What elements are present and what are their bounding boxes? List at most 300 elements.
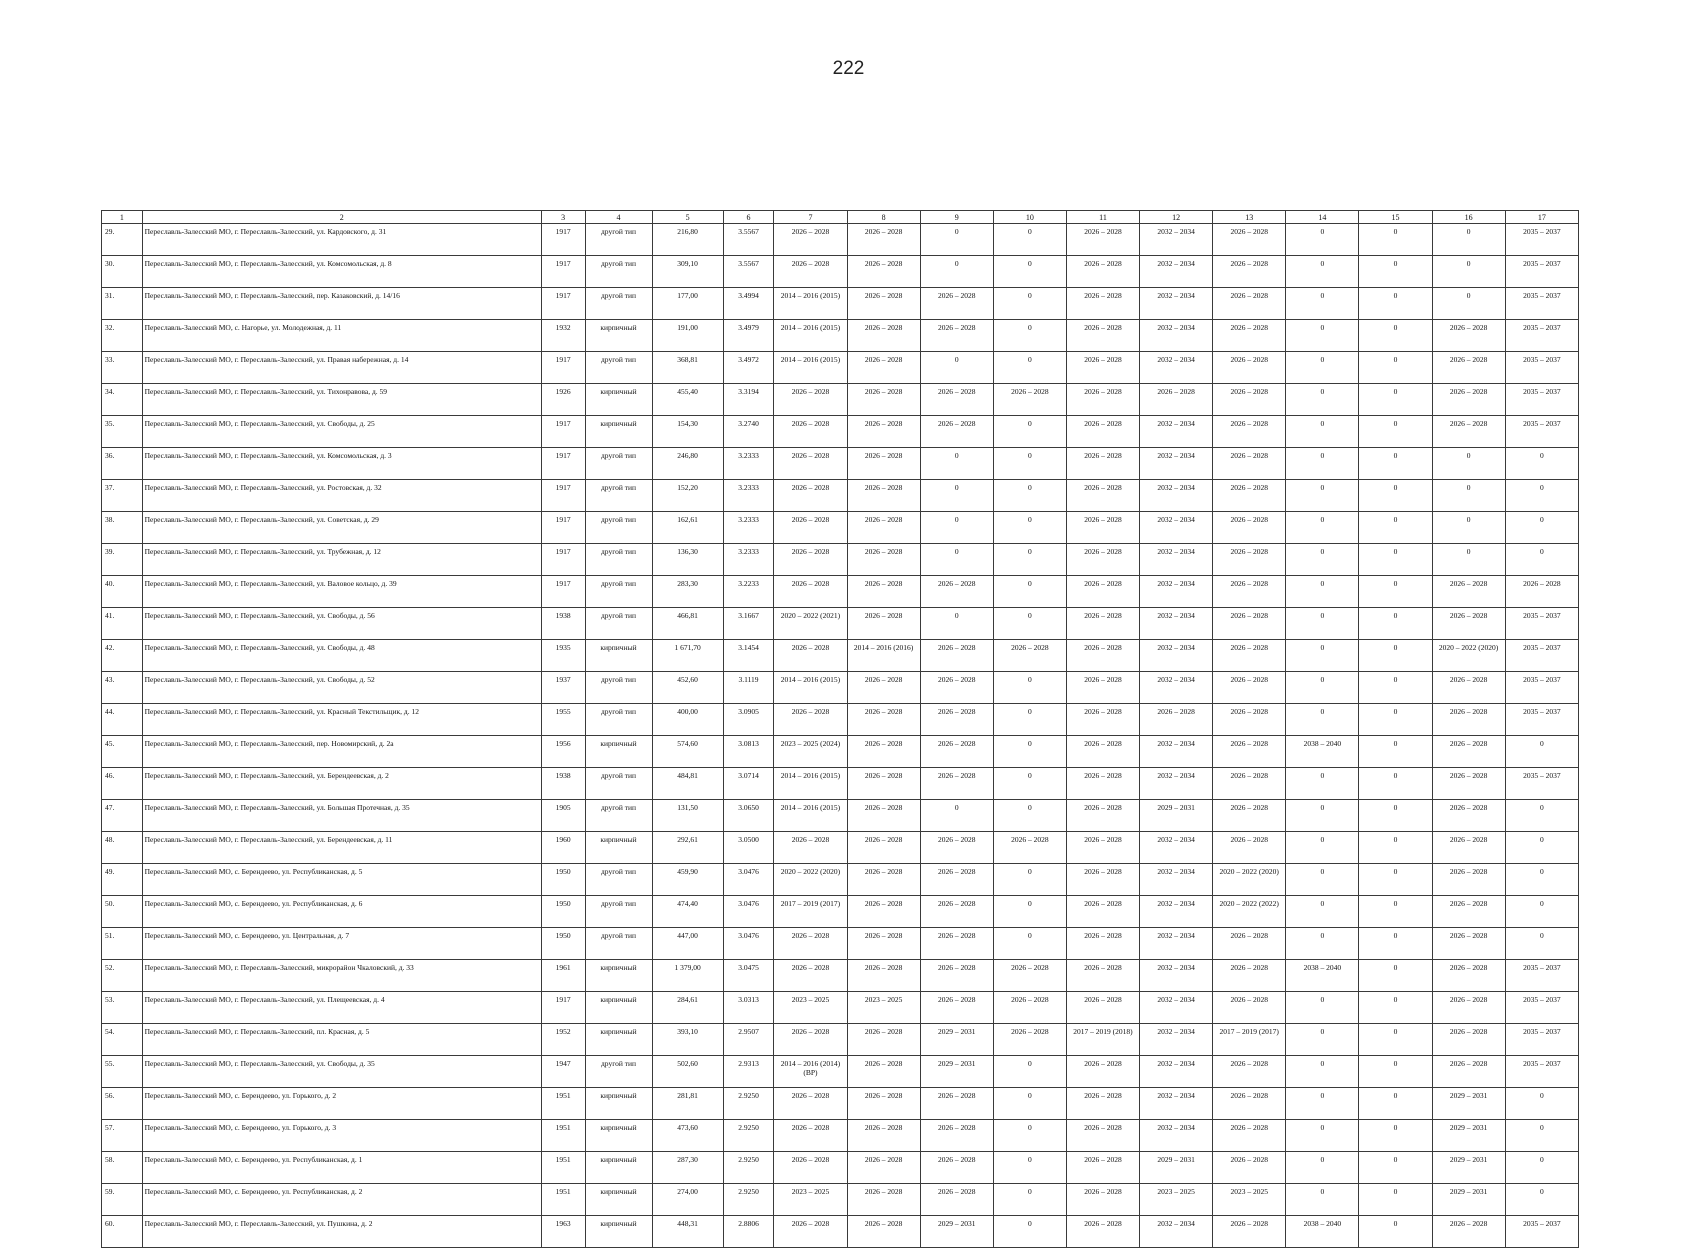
table-cell-col-5: 474,40: [652, 896, 723, 928]
table-cell-col-1: 59.: [102, 1184, 143, 1216]
table-row: [102, 736, 1579, 768]
table-cell-col-7: 2026 – 2028: [774, 1152, 847, 1184]
table-cell-col-3: 1935: [541, 640, 585, 672]
table-cell-col-6: 3.5567: [723, 256, 774, 288]
table-cell-col-11: 2026 – 2028: [1066, 768, 1139, 800]
table-cell-col-4: кирпичный: [585, 1216, 652, 1248]
table-row: [102, 768, 1579, 800]
table-cell-col-16: 2026 – 2028: [1432, 1056, 1505, 1088]
table-cell-col-5: 287,30: [652, 1152, 723, 1184]
table-row: [102, 800, 1579, 832]
table-cell-col-16: 2029 – 2031: [1432, 1184, 1505, 1216]
table-cell-col-7: 2014 – 2016 (2015): [774, 352, 847, 384]
table-cell-col-12: 2032 – 2034: [1140, 1088, 1213, 1120]
table-cell-col-17: 2035 – 2037: [1505, 352, 1578, 384]
table-cell-col-15: 0: [1359, 704, 1432, 736]
table-cell-col-2: Переславль-Залесский МО, г. Переславль-Залесский, ул. Комсомольская, д. 3: [142, 448, 541, 480]
table-cell-col-9: 2026 – 2028: [920, 1088, 993, 1120]
table-cell-col-17: 0: [1505, 512, 1578, 544]
table-cell-col-14: 0: [1286, 864, 1359, 896]
table-cell-col-5: 502,60: [652, 1056, 723, 1088]
table-cell-col-8: 2026 – 2028: [847, 960, 920, 992]
table-cell-col-17: 2035 – 2037: [1505, 640, 1578, 672]
table-cell-col-11: 2026 – 2028: [1066, 1216, 1139, 1248]
table-cell-col-6: 2.9250: [723, 1088, 774, 1120]
table-cell-col-2: Переславль-Залесский МО, г. Переславль-Залесский, ул. Свободы, д. 52: [142, 672, 541, 704]
table-cell-col-10: 0: [993, 1088, 1066, 1120]
table-cell-col-2: Переславль-Залесский МО, г. Переславль-Залесский, пер. Новомирский, д. 2а: [142, 736, 541, 768]
table-cell-col-12: 2032 – 2034: [1140, 864, 1213, 896]
table-cell-col-15: 0: [1359, 960, 1432, 992]
table-cell-col-17: 2035 – 2037: [1505, 768, 1578, 800]
table-cell-col-17: 2026 – 2028: [1505, 576, 1578, 608]
table-row: [102, 448, 1579, 480]
table-cell-col-14: 0: [1286, 704, 1359, 736]
table-cell-col-15: 0: [1359, 224, 1432, 256]
table-cell-col-3: 1955: [541, 704, 585, 736]
table-cell-col-13: 2026 – 2028: [1213, 224, 1286, 256]
column-header-7: 7: [774, 211, 847, 224]
table-cell-col-1: 34.: [102, 384, 143, 416]
table-cell-col-8: 2026 – 2028: [847, 864, 920, 896]
table-cell-col-7: 2014 – 2016 (2015): [774, 672, 847, 704]
table-cell-col-15: 0: [1359, 480, 1432, 512]
table-row: [102, 896, 1579, 928]
table-cell-col-5: 281,81: [652, 1088, 723, 1120]
table-cell-col-12: 2029 – 2031: [1140, 1152, 1213, 1184]
table-cell-col-13: 2026 – 2028: [1213, 1056, 1286, 1088]
table-cell-col-11: 2026 – 2028: [1066, 544, 1139, 576]
table-cell-col-10: 0: [993, 288, 1066, 320]
table-cell-col-3: 1937: [541, 672, 585, 704]
table-cell-col-16: 0: [1432, 480, 1505, 512]
table-cell-col-4: другой тип: [585, 896, 652, 928]
table-cell-col-8: 2026 – 2028: [847, 352, 920, 384]
table-cell-col-17: 0: [1505, 544, 1578, 576]
table-cell-col-2: Переславль-Залесский МО, г. Переславль-Залесский, ул. Валовое кольцо, д. 39: [142, 576, 541, 608]
table-cell-col-17: 2035 – 2037: [1505, 1056, 1578, 1088]
table-row: [102, 960, 1579, 992]
table-cell-col-12: 2032 – 2034: [1140, 608, 1213, 640]
table-cell-col-1: 30.: [102, 256, 143, 288]
table-cell-col-6: 3.4972: [723, 352, 774, 384]
table-cell-col-13: 2026 – 2028: [1213, 544, 1286, 576]
table-cell-col-5: 131,50: [652, 800, 723, 832]
table-cell-col-7: 2017 – 2019 (2017): [774, 896, 847, 928]
table-cell-col-5: 1 379,00: [652, 960, 723, 992]
table-cell-col-12: 2032 – 2034: [1140, 256, 1213, 288]
table-cell-col-7: 2026 – 2028: [774, 416, 847, 448]
table-cell-col-5: 473,60: [652, 1120, 723, 1152]
table-body: [102, 224, 1579, 1248]
table-cell-col-5: 447,00: [652, 928, 723, 960]
table-cell-col-1: 39.: [102, 544, 143, 576]
table-cell-col-5: 284,61: [652, 992, 723, 1024]
table-cell-col-17: 2035 – 2037: [1505, 224, 1578, 256]
table-cell-col-4: кирпичный: [585, 1184, 652, 1216]
table-cell-col-1: 55.: [102, 1056, 143, 1088]
table-header-row: [102, 211, 1579, 224]
table-cell-col-7: 2026 – 2028: [774, 448, 847, 480]
table-cell-col-8: 2026 – 2028: [847, 768, 920, 800]
table-cell-col-10: 0: [993, 576, 1066, 608]
table-cell-col-2: Переславль-Залесский МО, г. Переславль-Залесский, ул. Свободы, д. 25: [142, 416, 541, 448]
table-cell-col-6: 2.9507: [723, 1024, 774, 1056]
table-cell-col-4: другой тип: [585, 864, 652, 896]
column-header-3: 3: [541, 211, 585, 224]
table-cell-col-7: 2023 – 2025: [774, 992, 847, 1024]
table-cell-col-6: 3.0476: [723, 864, 774, 896]
table-cell-col-5: 216,80: [652, 224, 723, 256]
table-cell-col-7: 2026 – 2028: [774, 1120, 847, 1152]
table-cell-col-1: 50.: [102, 896, 143, 928]
table-cell-col-4: кирпичный: [585, 416, 652, 448]
table-cell-col-4: другой тип: [585, 704, 652, 736]
table-cell-col-7: 2023 – 2025: [774, 1184, 847, 1216]
table-cell-col-4: другой тип: [585, 224, 652, 256]
column-header-10: 10: [993, 211, 1066, 224]
table-cell-col-15: 0: [1359, 320, 1432, 352]
table-cell-col-10: 0: [993, 800, 1066, 832]
table-cell-col-16: 2029 – 2031: [1432, 1120, 1505, 1152]
table-cell-col-6: 3.1667: [723, 608, 774, 640]
table-cell-col-6: 3.0313: [723, 992, 774, 1024]
table-cell-col-10: 0: [993, 1120, 1066, 1152]
table-cell-col-5: 154,30: [652, 416, 723, 448]
table-cell-col-12: 2032 – 2034: [1140, 672, 1213, 704]
table-cell-col-16: 0: [1432, 544, 1505, 576]
column-header-11: 11: [1066, 211, 1139, 224]
table-cell-col-6: 3.0476: [723, 896, 774, 928]
table-cell-col-8: 2026 – 2028: [847, 1088, 920, 1120]
table-row: [102, 288, 1579, 320]
column-header-12: 12: [1140, 211, 1213, 224]
table-cell-col-4: другой тип: [585, 576, 652, 608]
table-cell-col-17: 2035 – 2037: [1505, 704, 1578, 736]
housing-register-table: [101, 210, 1579, 1248]
table-cell-col-11: 2026 – 2028: [1066, 864, 1139, 896]
table-cell-col-15: 0: [1359, 256, 1432, 288]
table-cell-col-14: 0: [1286, 928, 1359, 960]
table-cell-col-7: 2026 – 2028: [774, 960, 847, 992]
table-cell-col-17: 0: [1505, 864, 1578, 896]
table-cell-col-3: 1932: [541, 320, 585, 352]
table-cell-col-14: 2038 – 2040: [1286, 1216, 1359, 1248]
table-cell-col-9: 2026 – 2028: [920, 704, 993, 736]
table-cell-col-11: 2026 – 2028: [1066, 1184, 1139, 1216]
table-cell-col-15: 0: [1359, 1216, 1432, 1248]
table-cell-col-8: 2014 – 2016 (2016): [847, 640, 920, 672]
table-cell-col-13: 2026 – 2028: [1213, 288, 1286, 320]
table-cell-col-5: 466,81: [652, 608, 723, 640]
table-cell-col-16: 0: [1432, 256, 1505, 288]
table-cell-col-12: 2032 – 2034: [1140, 832, 1213, 864]
table-cell-col-10: 0: [993, 256, 1066, 288]
table-cell-col-7: 2014 – 2016 (2015): [774, 768, 847, 800]
table-cell-col-12: 2026 – 2028: [1140, 704, 1213, 736]
table-cell-col-13: 2026 – 2028: [1213, 992, 1286, 1024]
table-cell-col-6: 3.2233: [723, 576, 774, 608]
table-cell-col-11: 2026 – 2028: [1066, 832, 1139, 864]
table-cell-col-12: 2032 – 2034: [1140, 448, 1213, 480]
table-row: [102, 320, 1579, 352]
table-cell-col-8: 2026 – 2028: [847, 1216, 920, 1248]
table-cell-col-10: 0: [993, 480, 1066, 512]
table-cell-col-2: Переславль-Залесский МО, г. Переславль-Залесский, ул. Свободы, д. 56: [142, 608, 541, 640]
table-row: [102, 864, 1579, 896]
table-cell-col-12: 2032 – 2034: [1140, 352, 1213, 384]
table-cell-col-11: 2026 – 2028: [1066, 608, 1139, 640]
table-cell-col-14: 0: [1286, 512, 1359, 544]
table-cell-col-2: Переславль-Залесский МО, с. Нагорье, ул. Молодежная, д. 11: [142, 320, 541, 352]
table-cell-col-13: 2026 – 2028: [1213, 672, 1286, 704]
table-cell-col-6: 3.0905: [723, 704, 774, 736]
table-cell-col-6: 3.2333: [723, 448, 774, 480]
table-cell-col-4: другой тип: [585, 352, 652, 384]
table-cell-col-12: 2032 – 2034: [1140, 480, 1213, 512]
column-header-9: 9: [920, 211, 993, 224]
table-cell-col-16: 2026 – 2028: [1432, 672, 1505, 704]
register-table-container: [101, 210, 1579, 1248]
table-cell-col-14: 0: [1286, 256, 1359, 288]
table-cell-col-1: 52.: [102, 960, 143, 992]
table-cell-col-9: 2026 – 2028: [920, 1120, 993, 1152]
table-cell-col-8: 2026 – 2028: [847, 1152, 920, 1184]
table-cell-col-4: другой тип: [585, 928, 652, 960]
table-cell-col-9: 0: [920, 352, 993, 384]
table-cell-col-12: 2032 – 2034: [1140, 512, 1213, 544]
table-cell-col-11: 2026 – 2028: [1066, 1152, 1139, 1184]
table-cell-col-11: 2026 – 2028: [1066, 1120, 1139, 1152]
table-cell-col-15: 0: [1359, 384, 1432, 416]
table-cell-col-11: 2026 – 2028: [1066, 960, 1139, 992]
table-cell-col-1: 47.: [102, 800, 143, 832]
table-cell-col-8: 2026 – 2028: [847, 480, 920, 512]
table-cell-col-14: 0: [1286, 224, 1359, 256]
table-cell-col-13: 2026 – 2028: [1213, 576, 1286, 608]
table-cell-col-4: кирпичный: [585, 1024, 652, 1056]
table-cell-col-5: 246,80: [652, 448, 723, 480]
table-cell-col-14: 0: [1286, 1152, 1359, 1184]
table-cell-col-13: 2026 – 2028: [1213, 256, 1286, 288]
table-cell-col-16: 0: [1432, 448, 1505, 480]
table-cell-col-2: Переславль-Залесский МО, г. Переславль-Залесский, ул. Пушкина, д. 2: [142, 1216, 541, 1248]
table-row: [102, 1056, 1579, 1088]
table-cell-col-14: 0: [1286, 1088, 1359, 1120]
table-cell-col-13: 2017 – 2019 (2017): [1213, 1024, 1286, 1056]
table-cell-col-15: 0: [1359, 736, 1432, 768]
table-cell-col-4: другой тип: [585, 1056, 652, 1088]
table-cell-col-10: 2026 – 2028: [993, 960, 1066, 992]
table-cell-col-2: Переславль-Залесский МО, с. Берендеево, ул. Горького, д. 3: [142, 1120, 541, 1152]
table-cell-col-16: 2029 – 2031: [1432, 1088, 1505, 1120]
table-cell-col-13: 2026 – 2028: [1213, 608, 1286, 640]
table-cell-col-4: кирпичный: [585, 736, 652, 768]
table-cell-col-13: 2026 – 2028: [1213, 384, 1286, 416]
table-cell-col-5: 393,10: [652, 1024, 723, 1056]
table-cell-col-4: кирпичный: [585, 960, 652, 992]
table-cell-col-6: 2.9313: [723, 1056, 774, 1088]
table-cell-col-9: 0: [920, 544, 993, 576]
table-cell-col-4: другой тип: [585, 672, 652, 704]
table-cell-col-5: 191,00: [652, 320, 723, 352]
table-cell-col-13: 2026 – 2028: [1213, 1088, 1286, 1120]
table-cell-col-14: 0: [1286, 544, 1359, 576]
table-cell-col-14: 0: [1286, 320, 1359, 352]
table-cell-col-3: 1917: [541, 352, 585, 384]
table-cell-col-10: 0: [993, 1152, 1066, 1184]
table-cell-col-1: 58.: [102, 1152, 143, 1184]
table-cell-col-2: Переславль-Залесский МО, г. Переславль-Залесский, ул. Берендеевская, д. 2: [142, 768, 541, 800]
table-cell-col-3: 1950: [541, 864, 585, 896]
table-row: [102, 928, 1579, 960]
table-cell-col-4: другой тип: [585, 768, 652, 800]
table-cell-col-10: 0: [993, 1056, 1066, 1088]
table-cell-col-2: Переславль-Залесский МО, г. Переславль-Залесский, микрорайон Чкаловский, д. 33: [142, 960, 541, 992]
table-cell-col-13: 2026 – 2028: [1213, 1152, 1286, 1184]
table-cell-col-9: 2026 – 2028: [920, 928, 993, 960]
table-cell-col-6: 3.0813: [723, 736, 774, 768]
table-cell-col-2: Переславль-Залесский МО, с. Берендеево, ул. Республиканская, д. 1: [142, 1152, 541, 1184]
table-cell-col-9: 2026 – 2028: [920, 768, 993, 800]
table-cell-col-11: 2026 – 2028: [1066, 896, 1139, 928]
table-cell-col-13: 2026 – 2028: [1213, 448, 1286, 480]
column-header-14: 14: [1286, 211, 1359, 224]
table-cell-col-6: 3.0475: [723, 960, 774, 992]
table-cell-col-11: 2026 – 2028: [1066, 256, 1139, 288]
table-cell-col-4: другой тип: [585, 480, 652, 512]
table-row: [102, 1152, 1579, 1184]
table-cell-col-2: Переславль-Залесский МО, г. Переславль-Залесский, ул. Правая набережная, д. 14: [142, 352, 541, 384]
table-cell-col-7: 2014 – 2016 (2015): [774, 800, 847, 832]
table-cell-col-2: Переславль-Залесский МО, г. Переславль-Залесский, пер. Казаковский, д. 14/16: [142, 288, 541, 320]
table-cell-col-9: 2026 – 2028: [920, 576, 993, 608]
table-cell-col-1: 46.: [102, 768, 143, 800]
table-cell-col-3: 1961: [541, 960, 585, 992]
table-cell-col-2: Переславль-Залесский МО, г. Переславль-Залесский, ул. Тихонравова, д. 59: [142, 384, 541, 416]
column-header-17: 17: [1505, 211, 1578, 224]
table-cell-col-12: 2032 – 2034: [1140, 288, 1213, 320]
table-cell-col-5: 400,00: [652, 704, 723, 736]
table-cell-col-12: 2029 – 2031: [1140, 800, 1213, 832]
table-cell-col-5: 162,61: [652, 512, 723, 544]
table-cell-col-2: Переславль-Залесский МО, г. Переславль-Залесский, ул. Трубежная, д. 12: [142, 544, 541, 576]
table-cell-col-9: 2026 – 2028: [920, 416, 993, 448]
table-cell-col-14: 0: [1286, 672, 1359, 704]
table-cell-col-9: 2026 – 2028: [920, 832, 993, 864]
table-cell-col-5: 309,10: [652, 256, 723, 288]
table-cell-col-9: 2026 – 2028: [920, 320, 993, 352]
table-row: [102, 832, 1579, 864]
table-cell-col-15: 0: [1359, 672, 1432, 704]
table-cell-col-7: 2026 – 2028: [774, 256, 847, 288]
table-cell-col-3: 1951: [541, 1120, 585, 1152]
table-cell-col-14: 0: [1286, 640, 1359, 672]
table-cell-col-6: 3.2740: [723, 416, 774, 448]
table-cell-col-10: 0: [993, 672, 1066, 704]
table-cell-col-1: 41.: [102, 608, 143, 640]
table-cell-col-4: другой тип: [585, 544, 652, 576]
table-cell-col-12: 2032 – 2034: [1140, 768, 1213, 800]
column-header-2: 2: [142, 211, 541, 224]
table-cell-col-2: Переславль-Залесский МО, г. Переславль-Залесский, ул. Большая Протечная, д. 35: [142, 800, 541, 832]
table-cell-col-9: 0: [920, 512, 993, 544]
table-cell-col-6: 3.2333: [723, 512, 774, 544]
table-cell-col-5: 448,31: [652, 1216, 723, 1248]
table-cell-col-1: 51.: [102, 928, 143, 960]
table-row: [102, 1216, 1579, 1248]
table-cell-col-5: 274,00: [652, 1184, 723, 1216]
table-cell-col-11: 2026 – 2028: [1066, 704, 1139, 736]
table-cell-col-12: 2032 – 2034: [1140, 1216, 1213, 1248]
table-cell-col-14: 0: [1286, 800, 1359, 832]
table-cell-col-3: 1947: [541, 1056, 585, 1088]
table-cell-col-1: 44.: [102, 704, 143, 736]
table-cell-col-12: 2026 – 2028: [1140, 384, 1213, 416]
table-cell-col-16: 2026 – 2028: [1432, 736, 1505, 768]
table-cell-col-8: 2026 – 2028: [847, 544, 920, 576]
table-cell-col-6: 3.4994: [723, 288, 774, 320]
table-cell-col-11: 2026 – 2028: [1066, 1088, 1139, 1120]
table-cell-col-17: 2035 – 2037: [1505, 320, 1578, 352]
table-cell-col-16: 2029 – 2031: [1432, 1152, 1505, 1184]
table-cell-col-12: 2032 – 2034: [1140, 544, 1213, 576]
table-cell-col-1: 60.: [102, 1216, 143, 1248]
table-row: [102, 224, 1579, 256]
table-cell-col-15: 0: [1359, 1024, 1432, 1056]
table-cell-col-4: кирпичный: [585, 992, 652, 1024]
table-cell-col-6: 2.8806: [723, 1216, 774, 1248]
table-cell-col-13: 2023 – 2025: [1213, 1184, 1286, 1216]
table-cell-col-11: 2026 – 2028: [1066, 640, 1139, 672]
table-cell-col-13: 2026 – 2028: [1213, 928, 1286, 960]
table-cell-col-3: 1956: [541, 736, 585, 768]
table-cell-col-7: 2026 – 2028: [774, 928, 847, 960]
table-cell-col-17: 2035 – 2037: [1505, 384, 1578, 416]
table-cell-col-9: 2029 – 2031: [920, 1056, 993, 1088]
table-cell-col-3: 1951: [541, 1088, 585, 1120]
table-cell-col-13: 2026 – 2028: [1213, 512, 1286, 544]
table-cell-col-11: 2026 – 2028: [1066, 416, 1139, 448]
table-cell-col-14: 0: [1286, 896, 1359, 928]
table-cell-col-15: 0: [1359, 864, 1432, 896]
table-cell-col-10: 2026 – 2028: [993, 384, 1066, 416]
table-cell-col-12: 2032 – 2034: [1140, 928, 1213, 960]
table-cell-col-9: 2026 – 2028: [920, 384, 993, 416]
table-cell-col-8: 2026 – 2028: [847, 288, 920, 320]
table-cell-col-17: 2035 – 2037: [1505, 288, 1578, 320]
table-cell-col-10: 0: [993, 736, 1066, 768]
table-cell-col-15: 0: [1359, 832, 1432, 864]
table-cell-col-17: 2035 – 2037: [1505, 608, 1578, 640]
table-cell-col-10: 0: [993, 928, 1066, 960]
table-row: [102, 256, 1579, 288]
table-cell-col-3: 1960: [541, 832, 585, 864]
column-header-15: 15: [1359, 211, 1432, 224]
table-cell-col-3: 1917: [541, 224, 585, 256]
table-cell-col-7: 2026 – 2028: [774, 1088, 847, 1120]
table-cell-col-3: 1917: [541, 544, 585, 576]
table-cell-col-17: 0: [1505, 1184, 1578, 1216]
table-cell-col-8: 2026 – 2028: [847, 416, 920, 448]
table-cell-col-13: 2026 – 2028: [1213, 768, 1286, 800]
table-cell-col-15: 0: [1359, 416, 1432, 448]
table-cell-col-10: 0: [993, 352, 1066, 384]
table-cell-col-14: 0: [1286, 1120, 1359, 1152]
table-cell-col-14: 0: [1286, 288, 1359, 320]
table-cell-col-15: 0: [1359, 768, 1432, 800]
table-cell-col-11: 2026 – 2028: [1066, 288, 1139, 320]
